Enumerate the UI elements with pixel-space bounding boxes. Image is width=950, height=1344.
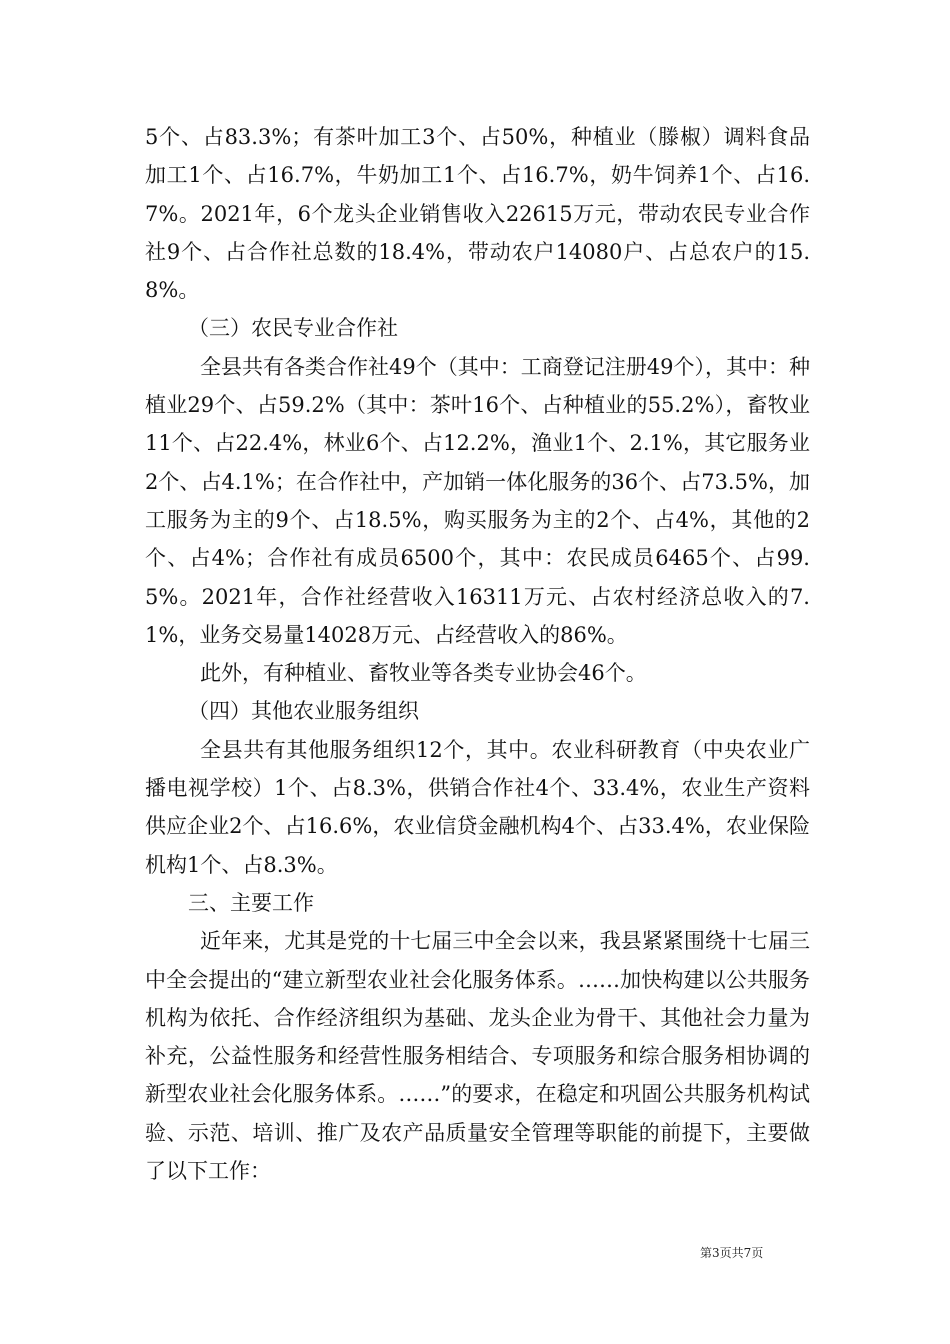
paragraph-main-work: 近年来，尤其是党的十七届三中全会以来，我县紧紧围绕十七届三中全会提出的“建立新型农业社会化服务体系。……加快构建以公共服务机构为依托、合作经济组织为基础、龙头企业为骨干、其他社会力量为补充，公益性服务和经营性服务相结合、专项服务和综合服务相协调的新型农业社会化服务体系。……”的要求，在稳定和巩固公共服务机构试验、示范、培训、推广及农产品质量安全管理等职能的前提下，主要做了以下工作： (145, 929, 810, 1184)
paragraph-associations: 此外，有种植业、畜牧业等各类专业协会46个。 (200, 661, 647, 686)
section-heading-cooperatives: （三）农民专业合作社 (188, 316, 398, 341)
section-heading-main-work: 三、主要工作 (188, 890, 314, 915)
paragraph-dragon-head-enterprises: 5个、占83.3%；有茶叶加工3个、占50%，种植业（滕椒）调料食品加工1个、占16.7%，牛奶加工1个、占16.7%，奶牛饲养1个、占16.7%。2021年，6个龙头企业销售收入22615万元，带动农民专业合作社9个、占合作社总数的18.4%，带动农户14080户、占总农户的15.8%。 (145, 125, 810, 303)
document-body (145, 118, 810, 1190)
paragraph-other-organizations: 全县共有其他服务组织12个，其中。农业科研教育（中央农业广播电视学校）1个、占8.3%，供销合作社4个、33.4%，农业生产资料供应企业2个、占16.6%，农业信贷金融机构4个、占33.4%，农业保险机构1个、占8.3%。 (145, 737, 810, 877)
section-heading-other-organizations: （四）其他农业服务组织 (188, 699, 419, 724)
page-number-footer: 第3页共7页 (700, 1246, 764, 1260)
paragraph-cooperatives: 全县共有各类合作社49个（其中：工商登记注册49个），其中：种植业29个、占59.2%（其中：茶叶16个、占种植业的55.2%），畜牧业11个、占22.4%，林业6个、占12.2%，渔业1个、2.1%，其它服务业2个、占4.1%；在合作社中，产加销一体化服务的36个、占73.5%，加工服务为主的9个、占18.5%，购买服务为主的2个、占4%，其他的2个、占4%；合作社有成员6500个，其中：农民成员6465个、占99.5%。2021年，合作社经营收入16311万元、占农村经济总收入的7.1%，业务交易量14028万元、占经营收入的86%。 (145, 354, 810, 647)
